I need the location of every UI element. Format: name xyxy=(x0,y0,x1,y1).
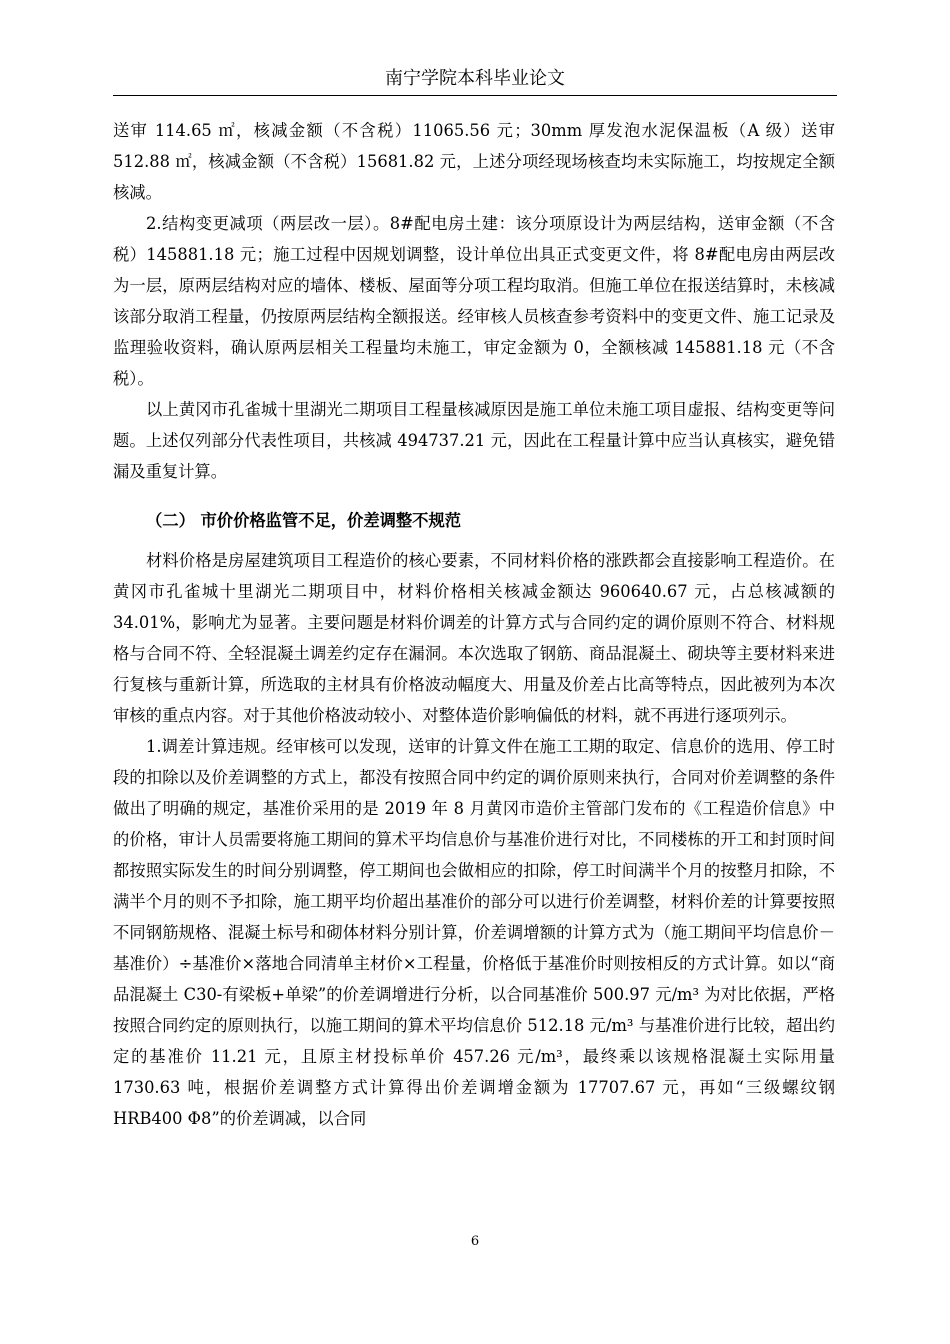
running-header: 南宁学院本科毕业论文 xyxy=(385,68,565,89)
body-text xyxy=(113,115,835,1134)
header-divider xyxy=(113,95,837,96)
paragraph: 以上黄冈市孔雀城十里湖光二期项目工程量核减原因是施工单位未施工项目虚报、结构变更等问题。上述仅列部分代表性项目，共核减 494737.21 元，因此在工程量计算中应当认真核实，避免错漏及重复计算。 xyxy=(113,400,835,481)
paragraph: 送审 114.65 ㎡，核减金额（不含税）11065.56 元；30mm 厚发泡水泥保温板（A 级）送审 512.88 ㎡，核减金额（不含税）15681.82 元，上述分项经现场核查均未实际施工，均按规定全额核减。 xyxy=(113,121,835,202)
paragraph: 2.结构变更减项（两层改一层）。8#配电房土建：该分项原设计为两层结构，送审金额（不含税）145881.18 元；施工过程中因规划调整，设计单位出具正式变更文件，将 8#配电房由两层改为一层，原两层结构对应的墙体、楼板、屋面等分项工程均取消。但施工单位在报送结算时，未核减该部分取消工程量，仍按原两层结构全额报送。经审核人员核查参考资料中的变更文件、施工记录及监理验收资料，确认原两层相关工程量均未施工，审定金额为 0，全额核减 145881.18 元（不含税）。 xyxy=(113,214,835,388)
paragraph: 1.调差计算违规。经审核可以发现，送审的计算文件在施工工期的取定、信息价的选用、停工时段的扣除以及价差调整的方式上，都没有按照合同中约定的调价原则来执行，合同对价差调整的条件做出了明确的规定，基准价采用的是 2019 年 8 月黄冈市造价主管部门发布的《工程造价信息》中的价格，审计人员需要将施工期间的算术平均信息价与基准价进行对比，不同楼栋的开工和封顶时间都按照实际发生的时间分别调整，停工期间也会做相应的扣除，停工时间满半个月的按整月扣除，不满半个月的则不予扣除，施工期平均价超出基准价的部分可以进行价差调整，材料价差的计算要按照不同钢筋规格、混凝土标号和砌体材料分别计算，价差调增额的计算方式为（施工期间平均信息价－基准价）÷基准价×落地合同清单主材价×工程量，价格低于基准价时则按相反的方式计算。如以“商品混凝土 C30-有梁板+单梁”的价差调增进行分析，以合同基准价 500.97 元/m³ 为对比依据，严格按照合同约定的原则执行，以施工期间的算术平均信息价 512.18 元/m³ 与基准价进行比较，超出约定的基准价 11.21 元，且原主材投标单价 457.26 元/m³，最终乘以该规格混凝土实际用量 1730.63 吨，根据价差调整方式计算得出价差调增金额为 17707.67 元，再如“三级螺纹钢 HRB400 Φ8”的价差调减，以合同 xyxy=(113,737,835,1128)
paragraph: 材料价格是房屋建筑项目工程造价的核心要素，不同材料价格的涨跌都会直接影响工程造价。在黄冈市孔雀城十里湖光二期项目中，材料价格相关核减金额达 960640.67 元，占总核减额的 34.01%，影响尤为显著。主要问题是材料价调差的计算方式与合同约定的调价原则不符合、材料规格与合同不符、全轻混凝土调差约定存在漏洞。本次选取了钢筋、商品混凝土、砌块等主要材料来进行复核与重新计算，所选取的主材具有价格波动幅度大、用量及价差占比高等特点，因此被列为本次审核的重点内容。对于其他价格波动较小、对整体造价影响偏低的材料，就不再进行逐项列示。 xyxy=(113,551,835,725)
page-number: 6 xyxy=(470,1234,480,1249)
section-heading: （二） 市价价格监管不足，价差调整不规范 xyxy=(146,511,462,530)
